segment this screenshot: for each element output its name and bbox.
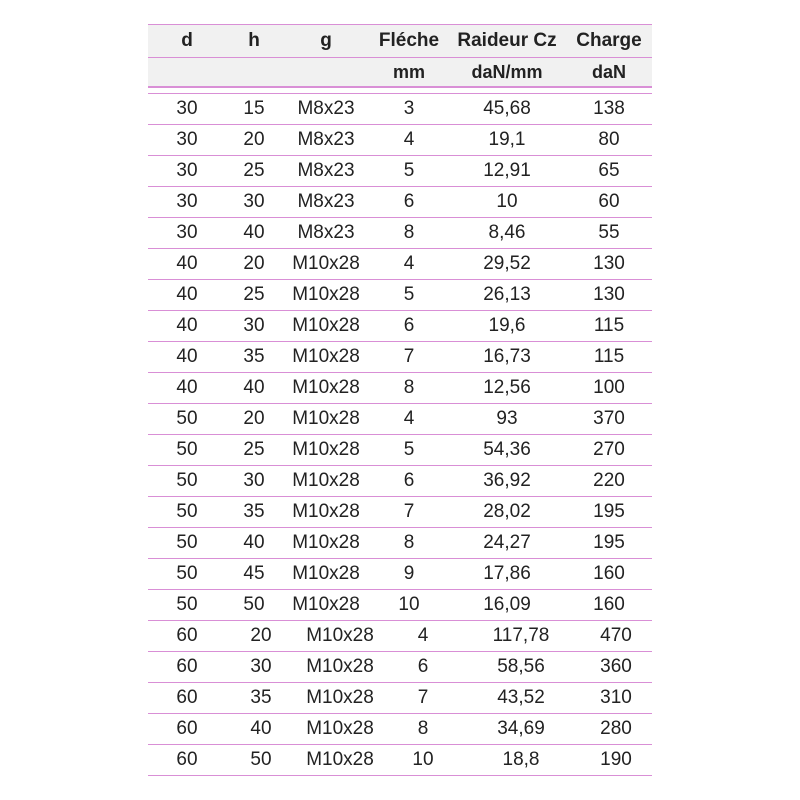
cell-charge: 115 <box>593 315 625 336</box>
cell-raideur: 18,8 <box>502 749 540 770</box>
cell-raideur: 10 <box>496 191 518 212</box>
cell-charge: 160 <box>593 563 625 584</box>
cell-h: 40 <box>243 377 265 398</box>
cell-h: 20 <box>243 408 265 429</box>
cell-h: 30 <box>250 656 272 677</box>
cell-g: M10x28 <box>292 346 360 367</box>
table-row <box>148 590 652 621</box>
table-row <box>148 745 652 776</box>
cell-d: 60 <box>176 749 198 770</box>
table-row <box>148 435 652 466</box>
cell-charge: 195 <box>593 501 625 522</box>
cell-charge: 280 <box>600 718 632 739</box>
cell-d: 40 <box>176 315 198 336</box>
cell-charge: 310 <box>600 687 632 708</box>
cell-fleche: 6 <box>403 470 415 491</box>
cell-charge: 138 <box>593 98 625 119</box>
cell-raideur: 26,13 <box>483 284 531 305</box>
cell-h: 30 <box>243 315 265 336</box>
cell-g: M8x23 <box>297 98 355 119</box>
cell-fleche: 8 <box>403 222 415 243</box>
cell-fleche: 5 <box>403 160 415 181</box>
cell-charge: 60 <box>598 191 620 212</box>
table-row <box>148 125 652 156</box>
cell-fleche: 6 <box>403 191 415 212</box>
table-row <box>148 311 652 342</box>
table-row <box>148 218 652 249</box>
cell-d: 30 <box>176 191 198 212</box>
cell-fleche: 4 <box>403 253 415 274</box>
cell-raideur: 45,68 <box>483 98 531 119</box>
cell-h: 45 <box>243 563 265 584</box>
cell-charge: 370 <box>593 408 625 429</box>
cell-fleche: 5 <box>403 439 415 460</box>
cell-h: 25 <box>243 284 265 305</box>
cell-fleche: 4 <box>403 408 415 429</box>
cell-fleche: 4 <box>403 129 415 150</box>
cell-d: 50 <box>176 532 198 553</box>
cell-fleche: 5 <box>403 284 415 305</box>
cell-charge: 270 <box>593 439 625 460</box>
cell-g: M10x28 <box>306 749 374 770</box>
cell-g: M10x28 <box>306 625 374 646</box>
cell-fleche: 7 <box>403 501 415 522</box>
cell-g: M10x28 <box>292 594 360 615</box>
cell-raideur: 117,78 <box>492 625 550 646</box>
cell-d: 50 <box>176 594 198 615</box>
spec-table <box>148 24 652 776</box>
cell-g: M10x28 <box>292 470 360 491</box>
cell-g: M10x28 <box>292 532 360 553</box>
cell-fleche: 8 <box>417 718 429 739</box>
header-d: d <box>181 30 193 51</box>
cell-d: 50 <box>176 501 198 522</box>
cell-d: 30 <box>176 129 198 150</box>
cell-fleche: 8 <box>403 377 415 398</box>
cell-charge: 55 <box>598 222 620 243</box>
cell-g: M8x23 <box>297 191 355 212</box>
cell-g: M10x28 <box>292 284 360 305</box>
cell-d: 60 <box>176 718 198 739</box>
cell-raideur: 24,27 <box>483 532 531 553</box>
cell-h: 25 <box>243 160 265 181</box>
table-row <box>148 528 652 559</box>
table-row <box>148 466 652 497</box>
table-row <box>148 373 652 404</box>
cell-g: M8x23 <box>297 222 355 243</box>
cell-d: 40 <box>176 346 198 367</box>
cell-h: 30 <box>243 191 265 212</box>
cell-charge: 80 <box>598 129 620 150</box>
header-h: h <box>248 30 260 51</box>
cell-charge: 195 <box>593 532 625 553</box>
cell-h: 40 <box>243 532 265 553</box>
cell-h: 40 <box>250 718 272 739</box>
table-row <box>148 342 652 373</box>
cell-d: 40 <box>176 284 198 305</box>
cell-fleche: 9 <box>403 563 415 584</box>
cell-d: 50 <box>176 408 198 429</box>
cell-fleche: 3 <box>403 98 415 119</box>
cell-charge: 100 <box>593 377 625 398</box>
cell-fleche: 8 <box>403 532 415 553</box>
cell-raideur: 54,36 <box>483 439 531 460</box>
cell-raideur: 17,86 <box>483 563 531 584</box>
cell-h: 50 <box>243 594 265 615</box>
table-row <box>148 156 652 187</box>
cell-d: 30 <box>176 160 198 181</box>
table-row <box>148 94 652 125</box>
table-row <box>148 621 652 652</box>
cell-raideur: 19,1 <box>488 129 526 150</box>
cell-g: M10x28 <box>292 408 360 429</box>
table-row <box>148 652 652 683</box>
cell-h: 15 <box>243 98 265 119</box>
cell-d: 60 <box>176 625 198 646</box>
cell-raideur: 16,09 <box>483 594 531 615</box>
cell-g: M10x28 <box>306 687 374 708</box>
header-fleche: Fléche <box>378 30 440 51</box>
header-row <box>148 24 652 58</box>
cell-g: M10x28 <box>292 253 360 274</box>
cell-raideur: 16,73 <box>483 346 531 367</box>
cell-h: 35 <box>243 346 265 367</box>
cell-g: M10x28 <box>292 439 360 460</box>
cell-h: 20 <box>243 253 265 274</box>
cell-charge: 220 <box>593 470 625 491</box>
cell-raideur: 29,52 <box>483 253 531 274</box>
cell-raideur: 8,46 <box>488 222 526 243</box>
cell-raideur: 34,69 <box>497 718 545 739</box>
table-row <box>148 187 652 218</box>
cell-h: 40 <box>243 222 265 243</box>
cell-h: 25 <box>243 439 265 460</box>
cell-charge: 190 <box>600 749 632 770</box>
cell-raideur: 36,92 <box>483 470 531 491</box>
cell-g: M10x28 <box>292 315 360 336</box>
unit-fleche: mm <box>392 61 425 82</box>
cell-raideur: 58,56 <box>497 656 545 677</box>
cell-charge: 470 <box>600 625 632 646</box>
cell-d: 40 <box>176 377 198 398</box>
table-row <box>148 280 652 311</box>
cell-fleche: 10 <box>398 594 420 615</box>
cell-charge: 130 <box>593 253 625 274</box>
cell-h: 50 <box>250 749 272 770</box>
table-row <box>148 559 652 590</box>
cell-g: M8x23 <box>297 160 355 181</box>
cell-g: M8x23 <box>297 129 355 150</box>
cell-g: M10x28 <box>306 718 374 739</box>
table-row <box>148 497 652 528</box>
cell-h: 30 <box>243 470 265 491</box>
cell-g: M10x28 <box>292 563 360 584</box>
cell-fleche: 6 <box>403 315 415 336</box>
cell-raideur: 43,52 <box>497 687 545 708</box>
cell-d: 50 <box>176 439 198 460</box>
cell-d: 30 <box>176 222 198 243</box>
cell-h: 20 <box>243 129 265 150</box>
header-raideur: Raideur Cz <box>457 30 557 51</box>
cell-d: 30 <box>176 98 198 119</box>
cell-raideur: 93 <box>496 408 518 429</box>
cell-fleche: 10 <box>412 749 434 770</box>
cell-g: M10x28 <box>292 501 360 522</box>
cell-d: 50 <box>176 470 198 491</box>
cell-g: M10x28 <box>292 377 360 398</box>
header-charge: Charge <box>576 30 642 51</box>
cell-fleche: 7 <box>403 346 415 367</box>
unit-charge: daN <box>591 61 626 82</box>
table-row <box>148 249 652 280</box>
cell-h: 20 <box>250 625 272 646</box>
cell-raideur: 12,91 <box>483 160 531 181</box>
cell-raideur: 12,56 <box>483 377 531 398</box>
cell-d: 60 <box>176 656 198 677</box>
cell-charge: 130 <box>593 284 625 305</box>
cell-raideur: 19,6 <box>488 315 526 336</box>
cell-h: 35 <box>250 687 272 708</box>
table-body <box>148 94 652 776</box>
units-row <box>148 58 652 88</box>
cell-h: 35 <box>243 501 265 522</box>
unit-raideur: daN/mm <box>471 61 543 82</box>
cell-d: 50 <box>176 563 198 584</box>
cell-d: 60 <box>176 687 198 708</box>
cell-g: M10x28 <box>306 656 374 677</box>
table-row <box>148 714 652 745</box>
cell-charge: 65 <box>598 160 620 181</box>
header-g: g <box>320 30 332 51</box>
cell-fleche: 6 <box>417 656 429 677</box>
cell-charge: 160 <box>593 594 625 615</box>
table-row <box>148 404 652 435</box>
cell-charge: 115 <box>593 346 625 367</box>
cell-fleche: 4 <box>417 625 429 646</box>
table-row <box>148 683 652 714</box>
cell-fleche: 7 <box>417 687 429 708</box>
cell-charge: 360 <box>600 656 632 677</box>
cell-raideur: 28,02 <box>483 501 531 522</box>
cell-d: 40 <box>176 253 198 274</box>
